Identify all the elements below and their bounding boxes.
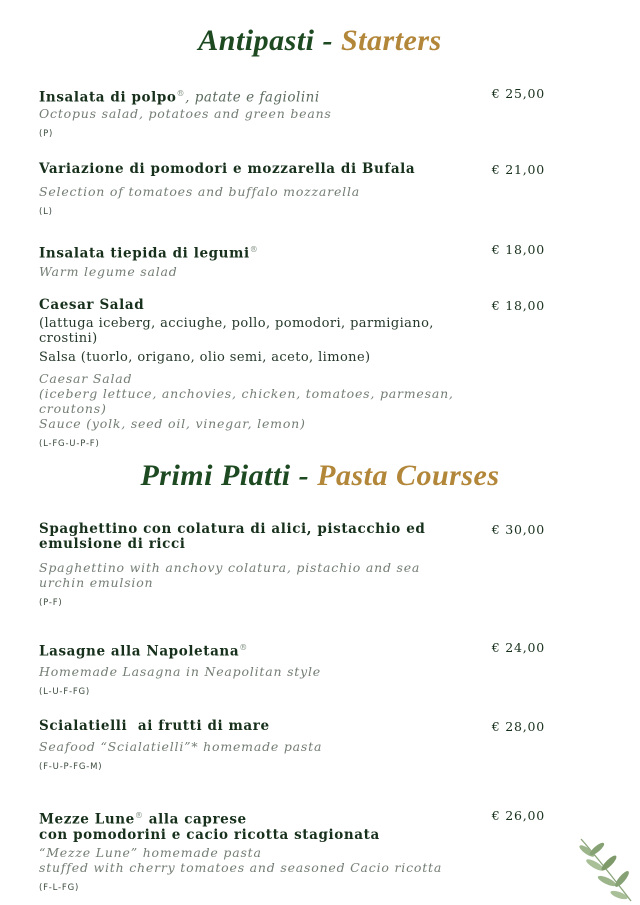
menu-item — [39, 522, 619, 608]
dish-price: € 28,00 — [491, 719, 545, 734]
dish-description: (iceberg lettuce, anchovies, chicken, tomatoes, parmesan, croutons) — [39, 386, 454, 416]
dish-description: Selection of tomatoes and buffalo mozzarella — [39, 184, 360, 199]
title-english: Pasta Courses — [317, 459, 500, 492]
dish-price: € 24,00 — [491, 640, 545, 655]
dish-description: Homemade Lasagna in Neapolitan style — [39, 663, 321, 679]
dish-name-suffix: , patate e fagiolini — [185, 89, 320, 106]
section-title-starters — [0, 24, 640, 58]
dish-price: € 21,00 — [491, 162, 545, 177]
allergen-codes: (F-L-FG) — [39, 882, 80, 893]
title-italian: Antipasti — [198, 24, 315, 57]
olive-branch-icon — [575, 835, 637, 905]
allergen-codes: (L-FG-U-P-F) — [39, 439, 100, 449]
dish-name-text: Insalata tiepida di legumi — [39, 245, 250, 262]
title-italian: Primi Piatti — [140, 459, 291, 492]
dish-name-text: Insalata di polpo — [39, 89, 177, 106]
dish-name-line2: con pomodorini e cacio ricotta stagionata — [39, 826, 380, 843]
dish-description: Octopus salad, potatoes and green beans — [39, 105, 332, 121]
dish-name: Variazione di pomodori e mozzarella di Bufala — [39, 161, 416, 177]
dish-name-suffix: alla caprese — [143, 811, 247, 828]
dish-name-text: Lasagne alla Napoletana — [39, 643, 240, 660]
dish-description: Sauce (yolk, seed oil, vinegar, lemon) — [39, 416, 306, 431]
dish-name — [39, 86, 479, 106]
dish-price: € 18,00 — [491, 298, 545, 313]
allergen-codes: (F-U-P-FG-M) — [39, 762, 103, 772]
allergen-codes: (L) — [39, 207, 53, 217]
menu-item — [39, 640, 619, 697]
dish-name: Scialatielli ai frutti di mare — [39, 718, 270, 734]
allergen-codes: (L-U-F-FG) — [39, 686, 91, 697]
title-separator: - — [322, 24, 333, 57]
dish-description: Warm legume salad — [39, 263, 178, 279]
section-title-pasta — [0, 459, 640, 493]
dish-name — [39, 808, 479, 828]
allergen-codes: (P-F) — [39, 598, 63, 608]
dish-sauce: Salsa (tuorlo, origano, olio semi, aceto, limone) — [39, 350, 371, 365]
dish-ingredients: (lattuga iceberg, acciughe, pollo, pomodori, parmigiano, crostini) — [39, 316, 434, 346]
dish-name: Spaghettino con colatura di alici, pistacchio ed emulsione di ricci — [39, 521, 426, 552]
menu-item — [39, 719, 619, 772]
title-separator: - — [298, 459, 310, 492]
dish-price: € 25,00 — [491, 86, 545, 101]
dish-name — [39, 640, 479, 660]
dish-price: € 30,00 — [491, 522, 545, 537]
dish-description: Caesar Salad — [39, 371, 133, 386]
organic-mark-icon: ® — [239, 643, 248, 652]
allergen-codes: (P) — [39, 128, 54, 139]
organic-mark-icon: ® — [134, 811, 144, 820]
menu-item — [39, 162, 619, 217]
organic-mark-icon: ® — [249, 245, 259, 254]
title-english: Starters — [341, 24, 442, 57]
menu-item — [39, 808, 619, 893]
menu-item — [39, 242, 619, 279]
dish-name-text: Mezze Lune — [39, 811, 135, 828]
dish-description: Seafood “Scialatielli”* homemade pasta — [39, 739, 323, 754]
dish-description: Spaghettino with anchovy colatura, pistachio and sea urchin emulsion — [39, 560, 421, 590]
dish-description: stuffed with cherry tomatoes and seasoned Cacio ricotta — [39, 859, 443, 875]
dish-name — [39, 242, 479, 262]
dish-description: “Mezze Lune” homemade pasta — [39, 844, 262, 860]
dish-name: Caesar Salad — [39, 297, 145, 313]
dish-price: € 26,00 — [491, 808, 545, 823]
menu-item — [39, 298, 619, 449]
dish-price: € 18,00 — [491, 242, 545, 257]
menu-item — [39, 86, 619, 139]
organic-mark-icon: ® — [176, 89, 186, 98]
